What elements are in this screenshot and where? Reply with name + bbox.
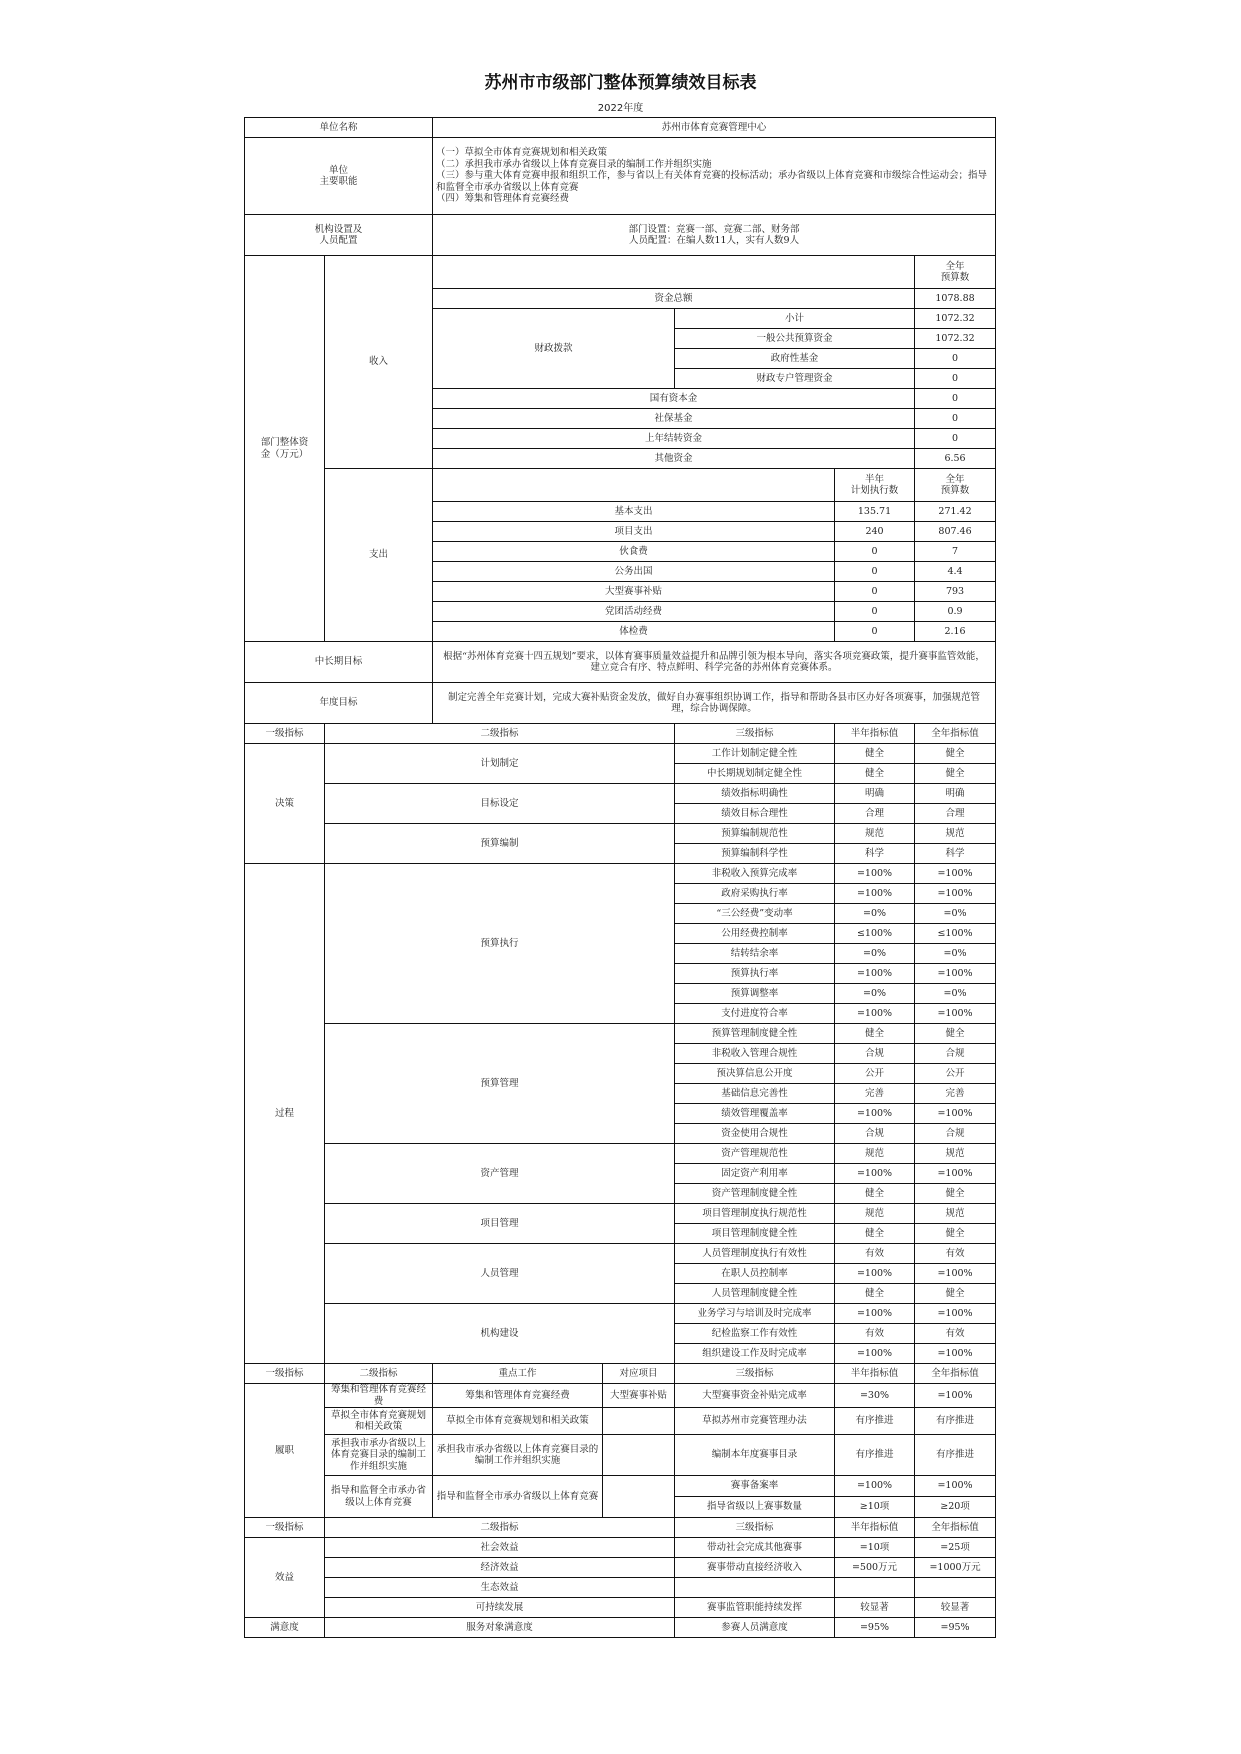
header-level2: 二级指标 (325, 1518, 675, 1538)
half-year-value: 健全 (835, 1284, 915, 1304)
half-year-value: 公开 (835, 1064, 915, 1084)
annual-goal-label: 年度目标 (245, 683, 433, 724)
expense-row-half: 0 (835, 562, 915, 582)
level3-indicator: 资金使用合规性 (675, 1124, 835, 1144)
duty-key-work: 指导和监督全市承办省级以上体育竞赛 (433, 1476, 603, 1518)
level3-indicator: 组织建设工作及时完成率 (675, 1344, 835, 1364)
half-year-value: 健全 (835, 764, 915, 784)
level3-indicator: 支付进度符合率 (675, 1004, 835, 1024)
half-year-value: 科学 (835, 844, 915, 864)
total-funds-value: 1078.88 (915, 289, 996, 309)
level3-indicator: 结转结余率 (675, 944, 835, 964)
level3-indicator: 业务学习与培训及时完成率 (675, 1304, 835, 1324)
duties-text (433, 138, 996, 215)
full-year-value: 科学 (915, 844, 996, 864)
level3-indicator: 赛事带动直接经济收入 (675, 1558, 835, 1578)
expense-row-full: 271.42 (915, 502, 996, 522)
full-year-value: =25项 (915, 1538, 996, 1558)
expense-row-full: 4.4 (915, 562, 996, 582)
half-year-value: =100% (835, 1304, 915, 1324)
expense-row-label: 公务出国 (433, 562, 835, 582)
expense-header-blank (433, 469, 835, 502)
expense-row-full: 7 (915, 542, 996, 562)
level3-indicator: 绩效指标明确性 (675, 784, 835, 804)
level2-indicator: 服务对象满意度 (325, 1618, 675, 1638)
mid-term-label: 中长期目标 (245, 642, 433, 683)
full-year-value: =100% (915, 1304, 996, 1324)
table-row (245, 1408, 996, 1435)
duty-level2: 草拟全市体育竞赛规划和相关政策 (325, 1408, 433, 1435)
header-level3: 三级指标 (675, 724, 835, 744)
income-row-value: 0 (915, 409, 996, 429)
half-year-value: =100% (835, 884, 915, 904)
level3-indicator: 绩效管理覆盖率 (675, 1104, 835, 1124)
cell-text: 预算数 (940, 485, 970, 496)
level2-indicator: 预算编制 (325, 824, 675, 864)
full-year-value: 健全 (915, 1024, 996, 1044)
level2-indicator: 预算管理 (325, 1024, 675, 1144)
header-full: 全年指标值 (915, 1518, 996, 1538)
table-row (245, 1144, 996, 1164)
level3-indicator: 资产管理规范性 (675, 1144, 835, 1164)
cell-text: 单位 (329, 164, 349, 176)
full-year-value: 较显著 (915, 1598, 996, 1618)
unit-name-value: 苏州市体育竞赛管理中心 (433, 118, 996, 138)
cell-text: 人员配置 (319, 235, 358, 246)
full-year-value: =100% (915, 864, 996, 884)
level3-indicator: 预算执行率 (675, 964, 835, 984)
fiscal-year: 2022年度 (597, 103, 644, 114)
full-year-value: 有效 (915, 1324, 996, 1344)
half-year-value: =100% (835, 1104, 915, 1124)
header-full: 全年指标值 (915, 1364, 996, 1384)
half-year-value: 有效 (835, 1324, 915, 1344)
benefit-label: 效益 (245, 1538, 325, 1618)
header-level1: 一级指标 (245, 1518, 325, 1538)
half-year-value: 有序推进 (835, 1408, 915, 1435)
duty-line: （二）承担我市承办省级以上体育竞赛目录的编制工作并组织实施 (436, 158, 712, 170)
table-row (245, 1598, 996, 1618)
level2-indicator: 生态效益 (325, 1578, 675, 1598)
level2-indicator: 经济效益 (325, 1558, 675, 1578)
level2-indicator: 目标设定 (325, 784, 675, 824)
level3-indicator: 预算编制规范性 (675, 824, 835, 844)
header-level2: 二级指标 (325, 1364, 433, 1384)
full-year-value: 健全 (915, 764, 996, 784)
fiscal-row-label: 小计 (675, 309, 915, 329)
half-year-value: =100% (835, 1264, 915, 1284)
half-year-value (835, 1578, 915, 1598)
half-year-value: 合规 (835, 1044, 915, 1064)
half-year-value: =0% (835, 904, 915, 924)
half-year-value: 合规 (835, 1124, 915, 1144)
level3-indicator: 预算调整率 (675, 984, 835, 1004)
full-year-value: 有序推进 (915, 1408, 996, 1435)
level3-indicator: 资产管理制度健全性 (675, 1184, 835, 1204)
full-year-value: =100% (915, 1164, 996, 1184)
half-year-value: =100% (835, 1344, 915, 1364)
level3-indicator: 在职人员控制率 (675, 1264, 835, 1284)
level3-indicator: 纪检监察工作有效性 (675, 1324, 835, 1344)
header-key-work: 重点工作 (433, 1364, 603, 1384)
half-year-value: 完善 (835, 1084, 915, 1104)
full-year-value: =100% (915, 1344, 996, 1364)
income-row-label: 上年结转资金 (433, 429, 915, 449)
fiscal-row-value: 1072.32 (915, 329, 996, 349)
header-half: 半年指标值 (835, 724, 915, 744)
level3-indicator: 编制本年度赛事目录 (675, 1435, 835, 1476)
duty-project (603, 1476, 675, 1518)
table-row (245, 683, 996, 724)
half-year-value: =30% (835, 1384, 915, 1408)
half-year-value: =95% (835, 1618, 915, 1638)
duty-perf-label: 履职 (245, 1384, 325, 1518)
income-header-full-year (915, 256, 996, 289)
mid-term-text: 根据“苏州体育竞赛十四五规划”要求，以体育赛事质量效益提升和品牌引领为根本导向，落实各项竞赛政策，提升赛事监管效能，建立竞合有序、特点鲜明、科学完备的苏州体育竞赛体系。 (433, 642, 996, 683)
cell-text: 全年 (945, 260, 965, 272)
level3-indicator: 公用经费控制率 (675, 924, 835, 944)
duty-project: 大型赛事补贴 (603, 1384, 675, 1408)
full-year-value: ≤100% (915, 924, 996, 944)
table-row (245, 784, 996, 804)
duty-key-work: 草拟全市体育竞赛规划和相关政策 (433, 1408, 603, 1435)
full-year-value: =100% (915, 1004, 996, 1024)
funds-label: 部门整体资金（万元） (245, 256, 325, 642)
level3-indicator: 绩效目标合理性 (675, 804, 835, 824)
table-row (245, 864, 996, 884)
header-level3: 三级指标 (675, 1364, 835, 1384)
fiscal-row-value: 0 (915, 369, 996, 389)
level3-indicator: 赛事备案率 (675, 1476, 835, 1497)
half-year-value: =100% (835, 1164, 915, 1184)
table-row (245, 1244, 996, 1264)
level3-indicator: 非税收入预算完成率 (675, 864, 835, 884)
full-year-value: 合规 (915, 1044, 996, 1064)
fiscal-row-label: 一般公共预算资金 (675, 329, 915, 349)
full-year-value: 规范 (915, 1144, 996, 1164)
half-year-value: =100% (835, 1004, 915, 1024)
full-year-value: 公开 (915, 1064, 996, 1084)
full-year-value: 合理 (915, 804, 996, 824)
half-year-value: 有序推进 (835, 1435, 915, 1476)
duty-project (603, 1408, 675, 1435)
level3-indicator: 工作计划制定健全性 (675, 744, 835, 764)
duties-label (245, 138, 433, 215)
level3-indicator: 人员管理制度健全性 (675, 1284, 835, 1304)
half-year-value: 健全 (835, 1184, 915, 1204)
level2-indicator: 项目管理 (325, 1204, 675, 1244)
half-year-value: =100% (835, 1476, 915, 1497)
half-year-value: 规范 (835, 1204, 915, 1224)
expense-row-full: 0.9 (915, 602, 996, 622)
full-year-value: =95% (915, 1618, 996, 1638)
annual-goal-text: 制定完善全年竞赛计划，完成大赛补贴资金发放，做好自办赛事组织协调工作，指导和帮助各县市区办好各项赛事，加强规范管理，综合协调保障。 (433, 683, 996, 724)
level3-indicator: 政府采购执行率 (675, 884, 835, 904)
process-label: 过程 (245, 864, 325, 1364)
fiscal-row-label: 财政专户管理资金 (675, 369, 915, 389)
table-row (245, 1364, 996, 1384)
level2-indicator: 可持续发展 (325, 1598, 675, 1618)
half-year-value: 健全 (835, 744, 915, 764)
half-year-value: =0% (835, 944, 915, 964)
duty-line: （四）筹集和管理体育竞赛经费 (436, 193, 570, 205)
header-level1: 一级指标 (245, 724, 325, 744)
header-half: 半年指标值 (835, 1364, 915, 1384)
expense-row-full: 2.16 (915, 622, 996, 642)
level3-indicator: 参赛人员满意度 (675, 1618, 835, 1638)
fiscal-row-value: 1072.32 (915, 309, 996, 329)
full-year-value: 健全 (915, 744, 996, 764)
fiscal-row-value: 0 (915, 349, 996, 369)
table-row (245, 1558, 996, 1578)
table-row (245, 1618, 996, 1638)
expense-row-label: 伙食费 (433, 542, 835, 562)
cell-text: 人员配置：在编人数11人，实有人数9人 (628, 235, 800, 246)
full-year-value: =100% (915, 1384, 996, 1408)
expense-row-full: 807.46 (915, 522, 996, 542)
table-row (245, 1384, 996, 1408)
cell-text: 全年 (945, 473, 965, 485)
expense-header-full (915, 469, 996, 502)
income-header-blank (433, 256, 915, 289)
half-year-value: =500万元 (835, 1558, 915, 1578)
full-year-value: 健全 (915, 1284, 996, 1304)
fiscal-label: 财政拨款 (433, 309, 675, 389)
cell-text: 主要职能 (319, 176, 358, 187)
satisfaction-label: 满意度 (245, 1618, 325, 1638)
table-row (245, 1024, 996, 1044)
half-year-value: 健全 (835, 1224, 915, 1244)
table-row (245, 1435, 996, 1476)
cell-text: 半年 (865, 473, 885, 485)
full-year-value: 合规 (915, 1124, 996, 1144)
table-row (245, 1476, 996, 1497)
duty-project (603, 1435, 675, 1476)
cell-text: 部门设置：竞赛一部、竞赛二部、财务部 (628, 223, 800, 235)
level3-indicator: 带动社会完成其他赛事 (675, 1538, 835, 1558)
level2-indicator: 计划制定 (325, 744, 675, 784)
expense-row-half: 135.71 (835, 502, 915, 522)
level2-indicator: 机构建设 (325, 1304, 675, 1364)
table-row (245, 215, 996, 256)
half-year-value: =10项 (835, 1538, 915, 1558)
half-year-value: ≤100% (835, 924, 915, 944)
level3-indicator: 指导省级以上赛事数量 (675, 1497, 835, 1518)
expense-header-half (835, 469, 915, 502)
half-year-value: 合理 (835, 804, 915, 824)
header-level2: 二级指标 (325, 724, 675, 744)
header-level3: 三级指标 (675, 1518, 835, 1538)
half-year-value: 健全 (835, 1024, 915, 1044)
income-row-label: 其他资金 (433, 449, 915, 469)
full-year-value: 完善 (915, 1084, 996, 1104)
expense-row-half: 0 (835, 542, 915, 562)
duty-level2: 筹集和管理体育竞赛经费 (325, 1384, 433, 1408)
duty-key-work: 筹集和管理体育竞赛经费 (433, 1384, 603, 1408)
level3-indicator: 非税收入管理合规性 (675, 1044, 835, 1064)
full-year-value: ≥20项 (915, 1497, 996, 1518)
income-row-value: 0 (915, 389, 996, 409)
level3-indicator: 人员管理制度执行有效性 (675, 1244, 835, 1264)
level2-indicator: 资产管理 (325, 1144, 675, 1204)
table-row (245, 118, 996, 138)
half-year-value: 明确 (835, 784, 915, 804)
duty-level2: 承担我市承办省级以上体育竞赛目录的编制工作并组织实施 (325, 1435, 433, 1476)
half-year-value: 规范 (835, 1144, 915, 1164)
header-half: 半年指标值 (835, 1518, 915, 1538)
half-year-value: 较显著 (835, 1598, 915, 1618)
income-row-label: 国有资本金 (433, 389, 915, 409)
duty-key-work: 承担我市承办省级以上体育竞赛目录的编制工作并组织实施 (433, 1435, 603, 1476)
table-row (245, 469, 996, 502)
half-year-value: 有效 (835, 1244, 915, 1264)
full-year-value (915, 1578, 996, 1598)
level3-indicator: 预决算信息公开度 (675, 1064, 835, 1084)
level3-indicator: 草拟苏州市竞赛管理办法 (675, 1408, 835, 1435)
level3-indicator: 赛事监管职能持续发挥 (675, 1598, 835, 1618)
expense-row-full: 793 (915, 582, 996, 602)
full-year-value: 健全 (915, 1184, 996, 1204)
performance-target-table (244, 117, 996, 1638)
total-funds-label: 资金总额 (433, 289, 915, 309)
table-row (245, 744, 996, 764)
expense-row-half: 240 (835, 522, 915, 542)
full-year-value: =100% (915, 884, 996, 904)
income-row-value: 0 (915, 429, 996, 449)
fiscal-row-label: 政府性基金 (675, 349, 915, 369)
full-year-value: 有序推进 (915, 1435, 996, 1476)
expense-row-label: 项目支出 (433, 522, 835, 542)
full-year-value: =1000万元 (915, 1558, 996, 1578)
full-year-value: 规范 (915, 1204, 996, 1224)
full-year-value: =0% (915, 984, 996, 1004)
level3-indicator: 基础信息完善性 (675, 1084, 835, 1104)
duty-line: （三）参与重大体育竞赛申报和组织工作，参与省以上有关体育竞赛的投标活动；承办省级以上体育竞赛和市级综合性运动会；指导和监督全市承办省级以上体育竞赛 (436, 170, 988, 193)
level3-indicator: “三公经费”变动率 (675, 904, 835, 924)
cell-text: 预算数 (940, 272, 970, 283)
table-row (245, 724, 996, 744)
expense-row-label: 大型赛事补贴 (433, 582, 835, 602)
table-row (245, 824, 996, 844)
full-year-value: =100% (915, 1264, 996, 1284)
expense-row-half: 0 (835, 582, 915, 602)
level3-indicator: 固定资产利用率 (675, 1164, 835, 1184)
full-year-value: 规范 (915, 824, 996, 844)
table-row (245, 1204, 996, 1224)
cell-text: 计划执行数 (850, 485, 899, 496)
duty-level2: 指导和监督全市承办省级以上体育竞赛 (325, 1476, 433, 1518)
expense-label: 支出 (325, 469, 433, 642)
level2-indicator: 社会效益 (325, 1538, 675, 1558)
income-label: 收入 (325, 256, 433, 469)
level2-indicator: 预算执行 (325, 864, 675, 1024)
org-text (433, 215, 996, 256)
level3-indicator: 中长期规划制定健全性 (675, 764, 835, 784)
level3-indicator: 大型赛事资金补贴完成率 (675, 1384, 835, 1408)
full-year-value: 健全 (915, 1224, 996, 1244)
full-year-value: 明确 (915, 784, 996, 804)
half-year-value: =100% (835, 864, 915, 884)
table-row (245, 1304, 996, 1324)
table-row (245, 1538, 996, 1558)
full-year-value: =0% (915, 904, 996, 924)
expense-row-label: 体检费 (433, 622, 835, 642)
table-row (245, 1518, 996, 1538)
full-year-value: =0% (915, 944, 996, 964)
income-row-label: 社保基金 (433, 409, 915, 429)
income-row-value: 6.56 (915, 449, 996, 469)
header-level1: 一级指标 (245, 1364, 325, 1384)
page-title: 苏州市市级部门整体预算绩效目标表 (484, 73, 757, 93)
half-year-value: =100% (835, 964, 915, 984)
full-year-value: =100% (915, 1104, 996, 1124)
level3-indicator (675, 1578, 835, 1598)
level3-indicator: 预算编制科学性 (675, 844, 835, 864)
full-year-value: =100% (915, 1476, 996, 1497)
expense-row-label: 基本支出 (433, 502, 835, 522)
cell-text: 机构设置及 (314, 223, 363, 235)
level2-indicator: 人员管理 (325, 1244, 675, 1304)
level3-indicator: 项目管理制度执行规范性 (675, 1204, 835, 1224)
half-year-value: ≥10项 (835, 1497, 915, 1518)
table-row (245, 1578, 996, 1598)
unit-name-label: 单位名称 (245, 118, 433, 138)
expense-row-half: 0 (835, 602, 915, 622)
decision-label: 决策 (245, 744, 325, 864)
expense-row-half: 0 (835, 622, 915, 642)
org-label (245, 215, 433, 256)
full-year-value: 有效 (915, 1244, 996, 1264)
level3-indicator: 项目管理制度健全性 (675, 1224, 835, 1244)
header-full: 全年指标值 (915, 724, 996, 744)
full-year-value: =100% (915, 964, 996, 984)
table-row (245, 256, 996, 289)
table-row (245, 138, 996, 215)
half-year-value: 规范 (835, 824, 915, 844)
expense-row-label: 党团活动经费 (433, 602, 835, 622)
level3-indicator: 预算管理制度健全性 (675, 1024, 835, 1044)
half-year-value: =0% (835, 984, 915, 1004)
header-project: 对应项目 (603, 1364, 675, 1384)
table-row (245, 642, 996, 683)
duty-line: （一）草拟全市体育竞赛规划和相关政策 (436, 147, 608, 159)
